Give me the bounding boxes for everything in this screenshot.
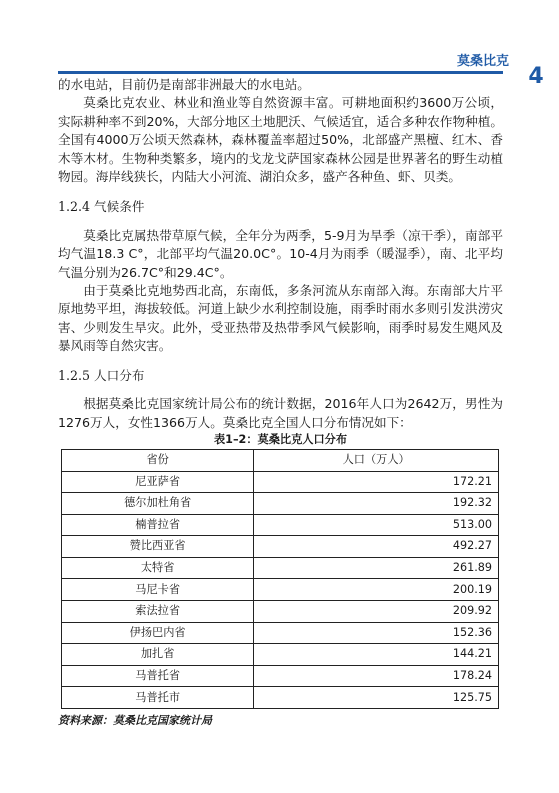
table-row: [62, 601, 499, 623]
population-cell: 192.32: [254, 493, 499, 515]
population-cell: 125.75: [254, 687, 499, 709]
page-number: 4: [528, 63, 544, 89]
table-row: [62, 557, 499, 579]
table-row: [62, 514, 499, 536]
province-cell: 马普托省: [62, 665, 254, 687]
table-row: [62, 471, 499, 493]
province-cell: 马尼卡省: [62, 579, 254, 601]
table-row: [62, 622, 499, 644]
paragraph-continued: 的水电站，目前仍是南部非洲最大的水电站。: [58, 77, 310, 92]
table-row: [62, 579, 499, 601]
population-table: [61, 449, 499, 709]
section-heading-population: 1.2.5 人口分布: [58, 367, 145, 383]
population-cell: 513.00: [254, 514, 499, 536]
province-cell: 尼亚萨省: [62, 471, 254, 493]
table-source-note: 资料来源：莫桑比克国家统计局: [58, 714, 212, 728]
population-cell: 178.24: [254, 665, 499, 687]
population-cell: 492.27: [254, 536, 499, 558]
province-cell: 索法拉省: [62, 601, 254, 623]
province-cell: 加扎省: [62, 644, 254, 666]
province-cell: 德尔加杜角省: [62, 493, 254, 515]
page-content: [58, 76, 503, 730]
province-cell: 马普托市: [62, 687, 254, 709]
province-cell: 楠普拉省: [62, 514, 254, 536]
header-rule: [58, 71, 503, 74]
population-cell: 152.36: [254, 622, 499, 644]
population-cell: 172.21: [254, 471, 499, 493]
population-cell: 261.89: [254, 557, 499, 579]
section-heading-climate: 1.2.4 气候条件: [58, 199, 145, 215]
table-row: [62, 644, 499, 666]
page-number-tab: [513, 52, 559, 100]
table-row: [62, 493, 499, 515]
population-cell: 200.19: [254, 579, 499, 601]
paragraph-climate: 莫桑比克属热带草原气候，全年分为两季，5-9月为旱季（凉干季），南部平均气温18.3 C°，北部平均气温20.0C°。10-4月为雨季（暖湿季），南、北平均气温分别为26.7C°和29.4C°。: [58, 227, 503, 280]
table-header-row: [62, 449, 499, 471]
province-cell: 赞比西亚省: [62, 536, 254, 558]
table-caption: 表1–2：莫桑比克人口分布: [213, 432, 348, 446]
column-header-province: 省份: [62, 449, 254, 471]
paragraph-population: 根据莫桑比克国家统计局公布的统计数据，2016年人口为2642万，男性为1276万人，女性1366万人。莫桑比克全国人口分布情况如下：: [58, 396, 503, 430]
province-cell: 伊扬巴内省: [62, 622, 254, 644]
column-header-population: 人口（万人）: [254, 449, 499, 471]
province-cell: 太特省: [62, 557, 254, 579]
paragraph-natural-resources: 莫桑比克农业、林业和渔业等自然资源丰富。可耕地面积约3600万公顷，实际耕种率不到20%，大部分地区土地肥沃、气候适宜，适合多种农作物种植。全国有4000万公顷天然森林，森林覆盖率超过50%，北部盛产黑檀、红木、香木等木材。生物种类繁多，境内的戈龙戈萨国家森林公园是世界著名的野生动植物园。海岸线狭长，内陆大小河流、湖泊众多，盛产各种鱼、虾、贝类。: [58, 95, 503, 185]
running-header-title: 莫桑比克: [456, 54, 509, 69]
paragraph-terrain: 由于莫桑比克地势西北高，东南低，多条河流从东南部入海。东南部大片平原地势平坦，海拔较低。河道上缺少水利控制设施，雨季时雨水多则引发洪涝灾害、少则发生旱灾。此外，受亚热带及热带季风气候影响，雨季时易发生飓风及暴风雨等自然灾害。: [58, 283, 503, 354]
population-cell: 209.92: [254, 601, 499, 623]
table-row: [62, 536, 499, 558]
population-cell: 144.21: [254, 644, 499, 666]
table-row: [62, 687, 499, 709]
table-row: [62, 665, 499, 687]
